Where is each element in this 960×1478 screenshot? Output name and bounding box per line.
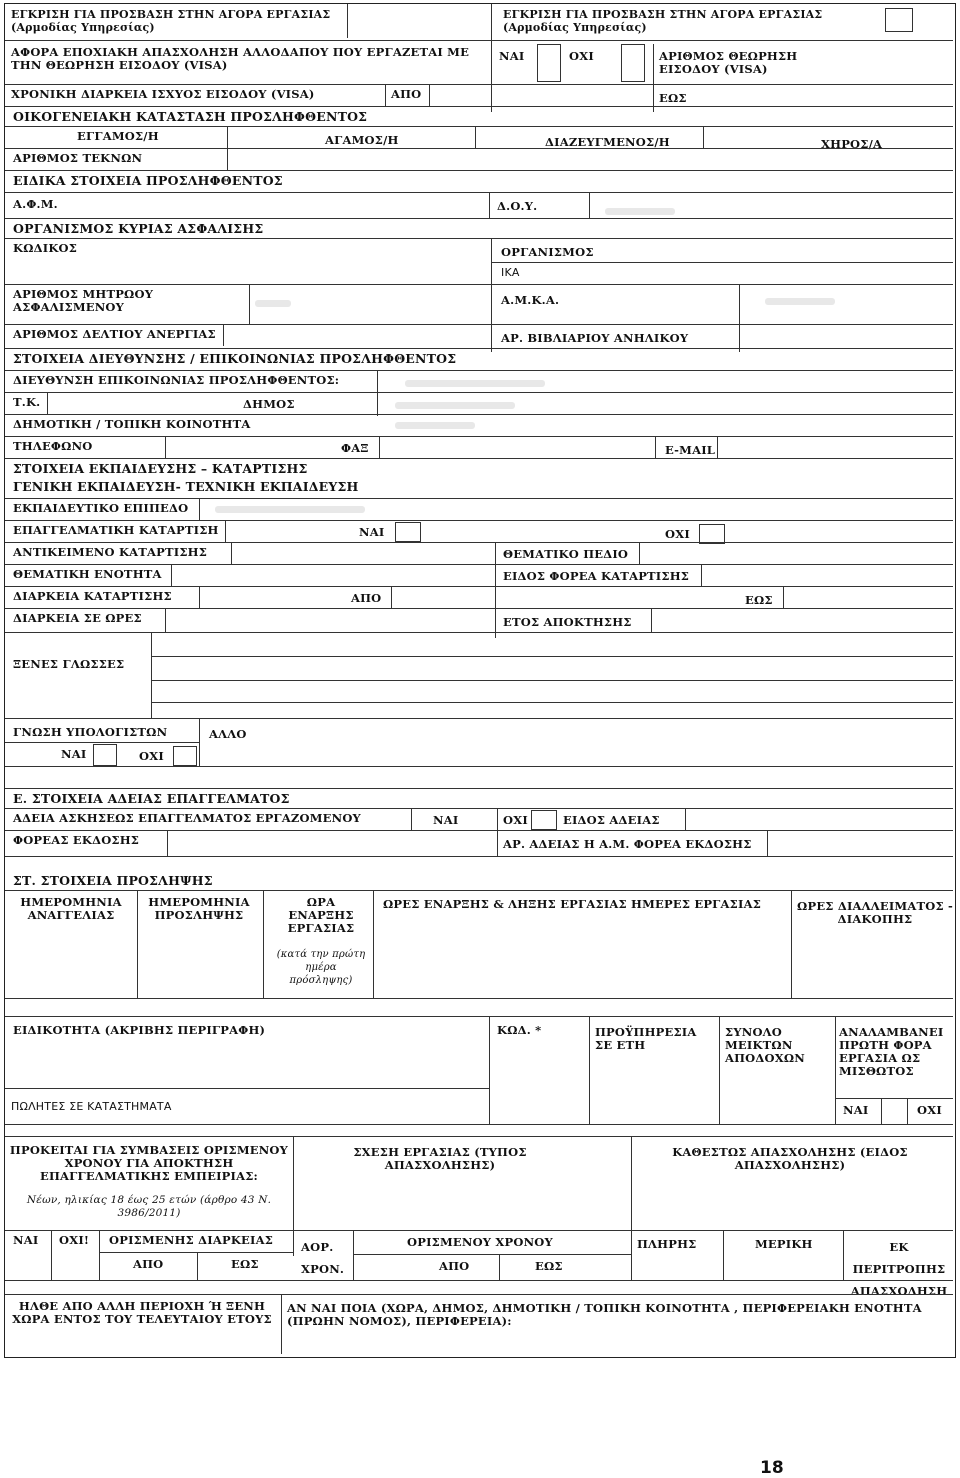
divider [653, 44, 654, 112]
rule [5, 324, 953, 325]
rule [5, 890, 953, 891]
divider [655, 436, 656, 458]
license-yes-label: ΝΑΙ [433, 813, 459, 827]
minor-book-label: ΑΡ. ΒΙΒΛΙΑΡΙΟΥ ΑΝΗΛΙΚΟΥ [501, 331, 689, 345]
divider [99, 1230, 100, 1280]
municipality-label: ΔΗΜΟΣ [243, 397, 295, 411]
divider [685, 808, 686, 830]
rule [5, 392, 953, 393]
rule [5, 238, 953, 239]
divider [373, 890, 374, 998]
divider [491, 238, 492, 352]
fixed-term-yes-label: ΝΑΙ [13, 1233, 39, 1247]
divider [701, 564, 702, 586]
divider [783, 586, 784, 608]
duration-label: ΔΙΑΡΚΕΙΑ ΚΑΤΑΡΤΙΣΗΣ [13, 589, 172, 603]
hiring-heading: ΣΤ. ΣΤΟΙΧΕΙΑ ΠΡΟΣΛΗΨΗΣ [13, 873, 213, 888]
divider [411, 808, 412, 830]
fixed-term-no-label: ΟΧΙ! [59, 1233, 90, 1247]
languages-label: ΞΕΝΕΣ ΓΛΩΣΣΕΣ [13, 657, 125, 671]
doy-value [605, 208, 675, 215]
start-time-note: (κατά την πρώτη ημέρα πρόσληψης) [276, 949, 366, 986]
work-permit-title-right: ΕΓΚΡΙΣΗ ΓΙΑ ΠΡΟΣΒΑΣΗ ΣΤΗΝ ΑΓΟΡΑ ΕΡΓΑΣΙΑΣ (Αρμοδίας Υπηρεσίας) [503, 8, 823, 34]
divider [199, 586, 200, 608]
rule [5, 284, 953, 285]
community-value [395, 422, 475, 429]
full-time-label: ΠΛΗΡΗΣ [637, 1237, 697, 1251]
field-label: ΘΕΜΑΤΙΚΟ ΠΕΔΙΟ [503, 547, 629, 561]
divider [639, 542, 640, 564]
divider [347, 4, 348, 38]
rule [5, 106, 953, 107]
divider [907, 1098, 908, 1124]
rule [99, 1252, 293, 1253]
divider [791, 890, 792, 998]
email-label: E-MAIL [665, 443, 716, 457]
divider [231, 542, 232, 564]
divider [489, 192, 490, 218]
rule [491, 262, 953, 263]
divider [379, 436, 380, 458]
rule [5, 542, 953, 543]
rule [5, 718, 953, 719]
contact-heading: ΣΤΟΙΧΕΙΑ ΔΙΕΥΘΥΝΣΗΣ / ΕΠΙΚΟΙΝΩΝΙΑΣ ΠΡΟΣΛΗΦΘΕΝΤΟΣ [13, 351, 457, 366]
rule [5, 84, 953, 85]
divider [489, 1016, 490, 1124]
municipality-value [395, 402, 515, 409]
rule [5, 520, 953, 521]
specialty-value: ΠΩΛΗΤΕΣ ΣΕ ΚΑΤΑΣΤΗΜΑΤΑ [11, 1100, 172, 1113]
year-label: ΕΤΟΣ ΑΠΟΚΤΗΣΗΣ [503, 615, 632, 629]
divider [281, 1294, 282, 1354]
divider [199, 498, 200, 520]
notice-date-label: ΗΜΕΡΟΜΗΝΙΑ ΑΝΑΓΓΕΛΙΑΣ [20, 895, 122, 922]
divider [703, 126, 704, 148]
rule [5, 632, 953, 633]
divider [881, 1098, 882, 1124]
rule [5, 1294, 953, 1295]
divider [589, 192, 590, 218]
if-yes-label: ΑΝ ΝΑΙ ΠΟΙΑ (ΧΩΡΑ, ΔΗΜΟΣ, ΔΗΜΟΤΙΚΗ / ΤΟΠΙΚΗ ΚΟΙΝΟΤΗΤΑ , ΠΕΡΙΦΕΡΕΙΑΚΗ ΕΝΟΤΗΤΑ (ΠΡΩΗΝ ΝΟΜΟΣ), ΠΕΡΙΦΕΡΕΙΑ): [287, 1301, 922, 1328]
computers-label: ΓΝΩΣΗ ΥΠΟΛΟΓΙΣΤΩΝ [13, 725, 168, 739]
employment-form [4, 3, 956, 1358]
unemployment-label: ΑΡΙΘΜΟΣ ΔΕΛΤΙΟΥ ΑΝΕΡΓΙΑΣ [13, 327, 216, 341]
divider [391, 586, 392, 608]
seasonal-yes-checkbox[interactable] [537, 44, 561, 82]
rule [5, 586, 953, 587]
specialty-label: ΕΙΔΙΚΟΤΗΤΑ (ΑΚΡΙΒΗΣ ΠΕΡΙΓΡΑΦΗ) [13, 1023, 266, 1037]
vocational-yes-label: ΝΑΙ [359, 525, 385, 539]
divider [199, 718, 200, 766]
page-number: 18 [760, 1458, 784, 1478]
divider [293, 1136, 294, 1256]
rule [5, 1124, 953, 1125]
first-time-yes-label: ΝΑΙ [843, 1103, 869, 1117]
seasonal-no-label: ΟΧΙ [569, 49, 594, 63]
fixed-duration-to-label: ΕΩΣ [231, 1257, 259, 1271]
license-no-checkbox[interactable] [531, 810, 557, 830]
license-number-label: ΑΡ. ΑΔΕΙΑΣ Η Α.Μ. ΦΟΡΕΑ ΕΚΔΟΣΗΣ [503, 837, 752, 851]
divider [223, 324, 224, 346]
divider [429, 84, 430, 106]
practice-label: ΑΔΕΙΑ ΑΣΚΗΣΕΩΣ ΕΠΑΓΓΕΛΜΑΤΟΣ ΕΡΓΑΖΟΜΕΝΟΥ [13, 811, 361, 825]
organism-label: ΟΡΓΑΝΙΣΜΟΣ [501, 245, 594, 259]
visa-number-label: ΑΡΙΘΜΟΣ ΘΕΩΡΗΣΗ ΕΙΣΟΔΟΥ (VISA) [659, 49, 798, 76]
fixed-time-label: ΟΡΙΣΜΕΝΟΥ ΧΡΟΝΟΥ [407, 1235, 553, 1249]
amka-value [765, 298, 835, 305]
rule [5, 830, 953, 831]
rule [835, 1098, 953, 1099]
rule [5, 498, 953, 499]
special-heading: ΕΙΔΙΚΑ ΣΤΟΙΧΕΙΑ ΠΡΟΣΛΗΦΘΕΝΤΟΣ [13, 173, 283, 188]
computers-yes-checkbox[interactable] [93, 744, 117, 766]
hire-date-label: ΗΜΕΡΟΜΗΝΙΑ ΠΡΟΣΛΗΨΗΣ [148, 895, 250, 922]
rule [151, 656, 953, 657]
divider [249, 284, 250, 324]
breaks-label: ΩΡΕΣ ΔΙΑΛΛΕΙΜΑΤΟΣ - ΔΙΑΚΟΠΗΣ [797, 899, 953, 926]
vocational-no-label: ΟΧΙ [665, 527, 690, 541]
divider [475, 126, 476, 148]
rule [5, 564, 953, 565]
address-label: ΔΙΕΥΘΥΝΣΗ ΕΠΙΚΟΙΝΩΝΙΑΣ ΠΡΟΣΛΗΦΘΕΝΤΟΣ: [13, 373, 340, 387]
education-subheading: ΓΕΝΙΚΗ ΕΚΠΑΙΔΕΥΣΗ- ΤΕΧΝΙΚΗ ΕΚΠΑΙΔΕΥΣΗ [13, 479, 359, 494]
widowed-label: ΧΗΡΟΣ/Α [821, 137, 883, 151]
vocational-label: ΕΠΑΓΓΕΛΜΑΤΙΚΗ ΚΑΤΑΡΤΙΣΗ [13, 523, 219, 537]
other-label: ΑΛΛΟ [209, 727, 247, 741]
approval-box[interactable] [885, 8, 913, 32]
computers-no-checkbox[interactable] [173, 746, 197, 766]
rule [5, 1136, 953, 1137]
community-label: ΔΗΜΟΤΙΚΗ / ΤΟΠΙΚΗ ΚΟΙΝΟΤΗΤΑ [13, 417, 251, 431]
visa-to-label: ΕΩΣ [659, 91, 687, 105]
divider [171, 564, 172, 586]
tk-label: Τ.Κ. [13, 395, 41, 409]
work-permit-title: ΕΓΚΡΙΣΗ ΓΙΑ ΠΡΟΣΒΑΣΗ ΣΤΗΝ ΑΓΟΡΑ ΕΡΓΑΣΙΑΣ (Αρμοδίας Υπηρεσίας) [11, 8, 331, 34]
divider [497, 808, 498, 856]
rule [5, 458, 953, 459]
children-label: ΑΡΙΘΜΟΣ ΤΕΚΝΩΝ [13, 151, 143, 165]
rule [5, 766, 953, 767]
rotation-label: ΕΚ ΠΕΡΙΤΡΟΠΗΣ ΑΠΑΣΧΟΛΗΣΗ [850, 1240, 948, 1298]
divider [495, 542, 496, 638]
rule [5, 192, 953, 193]
relation-label: ΣΧΕΣΗ ΕΡΓΑΣΙΑΣ (ΤΥΠΟΣ ΑΠΑΣΧΟΛΗΣΗΣ) [353, 1145, 527, 1172]
level-value [215, 506, 365, 513]
family-heading: ΟΙΚΟΓΕΝΕΙΑΚΗ ΚΑΤΑΣΤΑΣΗ ΠΡΟΣΛΗΦΘΕΝΤΟΣ [13, 109, 368, 124]
fixed-term-question: ΠΡΟΚΕΙΤΑΙ ΓΙΑ ΣΥΜΒΑΣΕΙΣ ΟΡΙΣΜΕΝΟΥ ΧΡΟΝΟΥ ΓΙΑ ΑΠΟΚΤΗΣΗ ΕΠΑΓΓΕΛΜΑΤΙΚΗΣ ΕΜΠΕΙΡΙΑΣ: [9, 1143, 289, 1183]
part-time-label: ΜΕΡΙΚΗ [755, 1237, 813, 1251]
license-no-label: ΟΧΙ [503, 813, 528, 827]
divider [385, 84, 386, 106]
vocational-no-checkbox[interactable] [699, 524, 725, 544]
divider [353, 1230, 354, 1280]
rule [5, 218, 953, 219]
first-time-label: ΑΝΑΛΑΜΒΑΝΕΙ ΠΡΩΤΗ ΦΟΡΑ ΕΡΓΑΣΙΑ ΩΣ ΜΙΣΘΩΤΟΣ [839, 1025, 944, 1078]
rule [5, 436, 953, 437]
rule [5, 1280, 953, 1281]
address-value [405, 380, 545, 387]
education-heading: ΣΤΟΙΧΕΙΑ ΕΚΠΑΙΔΕΥΣΗΣ – ΚΑΤΑΡΤΙΣΗΣ [13, 461, 308, 476]
rule [5, 742, 199, 743]
code-label: ΚΩΔ. * [497, 1023, 542, 1037]
divider [719, 1016, 720, 1124]
unit-label: ΘΕΜΑΤΙΚΗ ΕΝΟΤΗΤΑ [13, 567, 162, 581]
organism-value: ΙΚΑ [501, 266, 520, 279]
computers-yes-label: ΝΑΙ [61, 747, 87, 761]
subject-label: ΑΝΤΙΚΕΙΜΕΝΟ ΚΑΤΑΡΤΙΣΗΣ [13, 545, 208, 559]
divider [491, 4, 492, 112]
divider [165, 436, 166, 458]
code-label: ΚΩΔΙΚΟΣ [13, 241, 78, 255]
divider [47, 392, 48, 414]
divider [263, 890, 264, 998]
afm-label: Α.Φ.Μ. [13, 197, 58, 211]
registry-value [255, 300, 291, 307]
divider [723, 1230, 724, 1280]
license-heading: Ε. ΣΤΟΙΧΕΙΑ ΑΔΕΙΑΣ ΕΠΑΓΓΕΛΜΑΤΟΣ [13, 791, 290, 806]
indefinite-label: ΑΟΡ. ΧΡΟΝ. [301, 1240, 345, 1276]
phone-label: ΤΗΛΕΦΩΝΟ [13, 439, 93, 453]
divider [717, 436, 718, 458]
divider [197, 1252, 198, 1280]
rule [5, 1088, 489, 1089]
rule [151, 702, 953, 703]
rule [353, 1254, 631, 1255]
rule [5, 414, 953, 415]
rule [5, 788, 953, 789]
amka-label: Α.Μ.Κ.Α. [501, 293, 560, 307]
gross-label: ΣΥΝΟΛΟ ΜΕΙΚΤΩΝ ΑΠΟΔΟΧΩΝ [725, 1025, 806, 1065]
duration-from-label: ΑΠΟ [351, 591, 382, 605]
schedule-label: ΩΡΕΣ ΕΝΑΡΞΗΣ & ΛΗΞΗΣ ΕΡΓΑΣΙΑΣ ΗΜΕΡΕΣ ΕΡΓΑΣΙΑΣ [383, 897, 762, 911]
rule [5, 40, 953, 41]
visa-duration-label: ΧΡΟΝΙΚΗ ΔΙΑΡΚΕΙΑ ΙΣΧΥΟΣ ΕΙΣΟΔΟΥ (VISA) [11, 87, 315, 101]
hours-label: ΔΙΑΡΚΕΙΑ ΣΕ ΩΡΕΣ [13, 611, 142, 625]
rule [5, 348, 953, 349]
provider-label: ΕΙΔΟΣ ΦΟΡΕΑ ΚΑΤΑΡΤΙΣΗΣ [503, 569, 690, 583]
divider [739, 284, 740, 352]
seasonal-yes-label: ΝΑΙ [499, 49, 525, 63]
rule [5, 1016, 953, 1017]
divider [377, 370, 378, 416]
rule [5, 126, 953, 127]
divider [499, 1254, 500, 1280]
fixed-term-law: Νέων, ηλικίας 18 έως 25 ετών (άρθρο 43 Ν. 3986/2011) [26, 1194, 272, 1219]
married-label: ΕΓΓΑΜΟΣ/Η [77, 129, 159, 143]
rule [5, 370, 953, 371]
fixed-duration-from-label: ΑΠΟ [133, 1257, 164, 1271]
duration-to-label: ΕΩΣ [745, 593, 773, 607]
license-type-label: ΕΙΔΟΣ ΑΔΕΙΑΣ [563, 813, 660, 827]
rule [5, 856, 953, 857]
registry-label: ΑΡΙΘΜΟΣ ΜΗΤΡΩΟΥ ΑΣΦΑΛΙΣΜΕΝΟΥ [13, 287, 154, 314]
divider [151, 632, 152, 718]
fixed-time-from-label: ΑΠΟ [439, 1259, 470, 1273]
fixed-time-to-label: ΕΩΣ [535, 1259, 563, 1273]
divorced-label: ΔΙΑΖΕΥΓΜΕΝΟΣ/Η [545, 135, 670, 149]
doy-label: Δ.Ο.Υ. [497, 199, 538, 213]
status-label: ΚΑΘΕΣΤΩΣ ΑΠΑΣΧΟΛΗΣΗΣ (ΕΙΔΟΣ ΑΠΑΣΧΟΛΗΣΗΣ) [672, 1145, 908, 1172]
issuer-label: ΦΟΡΕΑΣ ΕΚΔΟΣΗΣ [13, 833, 140, 847]
rule [5, 998, 953, 999]
fax-label: ΦΑΞ [341, 441, 369, 455]
divider [51, 1230, 52, 1280]
divider [767, 830, 768, 856]
rule [151, 680, 953, 681]
rule [5, 608, 953, 609]
rule [5, 170, 953, 171]
seasonal-label: ΑΦΟΡΑ ΕΠΟΧΙΑΚΗ ΑΠΑΣΧΟΛΗΣΗ ΑΛΛΟΔΑΠΟΥ ΠΟΥ ΕΡΓΑΖΕΤΑΙ ΜΕ ΤΗΝ ΘΕΩΡΗΣΗ ΕΙΣΟΔΟΥ (VISA) [11, 45, 470, 72]
rule [5, 1230, 953, 1231]
first-time-no-label: ΟΧΙ [917, 1103, 942, 1117]
divider [843, 1230, 844, 1280]
seasonal-no-checkbox[interactable] [621, 44, 645, 82]
divider [589, 1016, 590, 1124]
rule [5, 148, 953, 149]
divider [225, 520, 226, 542]
divider [631, 1136, 632, 1280]
start-time-label: ΩΡΑ ΕΝΑΡΞΗΣ ΕΡΓΑΣΙΑΣ [287, 895, 355, 935]
divider [167, 830, 168, 856]
level-label: ΕΚΠΑΙΔΕΥΤΙΚΟ ΕΠΙΠΕΔΟ [13, 501, 189, 515]
visa-from-label: ΑΠΟ [391, 87, 422, 101]
came-from-label: ΗΛΘΕ ΑΠΟ ΑΛΛΗ ΠΕΡΙΟΧΗ Ή ΞΕΝΗ ΧΩΡΑ ΕΝΤΟΣ ΤΟΥ ΤΕΛΕΥΤΑΙΟΥ ΕΤΟΥΣ [12, 1299, 272, 1326]
divider [137, 890, 138, 998]
vocational-yes-checkbox[interactable] [395, 522, 421, 542]
computers-no-label: ΟΧΙ [139, 749, 164, 763]
divider [651, 608, 652, 632]
fixed-duration-label: ΟΡΙΣΜΕΝΗΣ ΔΙΑΡΚΕΙΑΣ [109, 1233, 274, 1247]
divider [835, 1016, 836, 1124]
rule [5, 808, 953, 809]
insurer-heading: ΟΡΓΑΝΙΣΜΟΣ ΚΥΡΙΑΣ ΑΣΦΑΛΙΣΗΣ [13, 221, 264, 236]
single-label: ΑΓΑΜΟΣ/Η [325, 133, 399, 147]
divider [165, 608, 166, 632]
experience-label: ΠΡΟΫΠΗΡΕΣΙΑ ΣΕ ΕΤΗ [595, 1025, 697, 1052]
